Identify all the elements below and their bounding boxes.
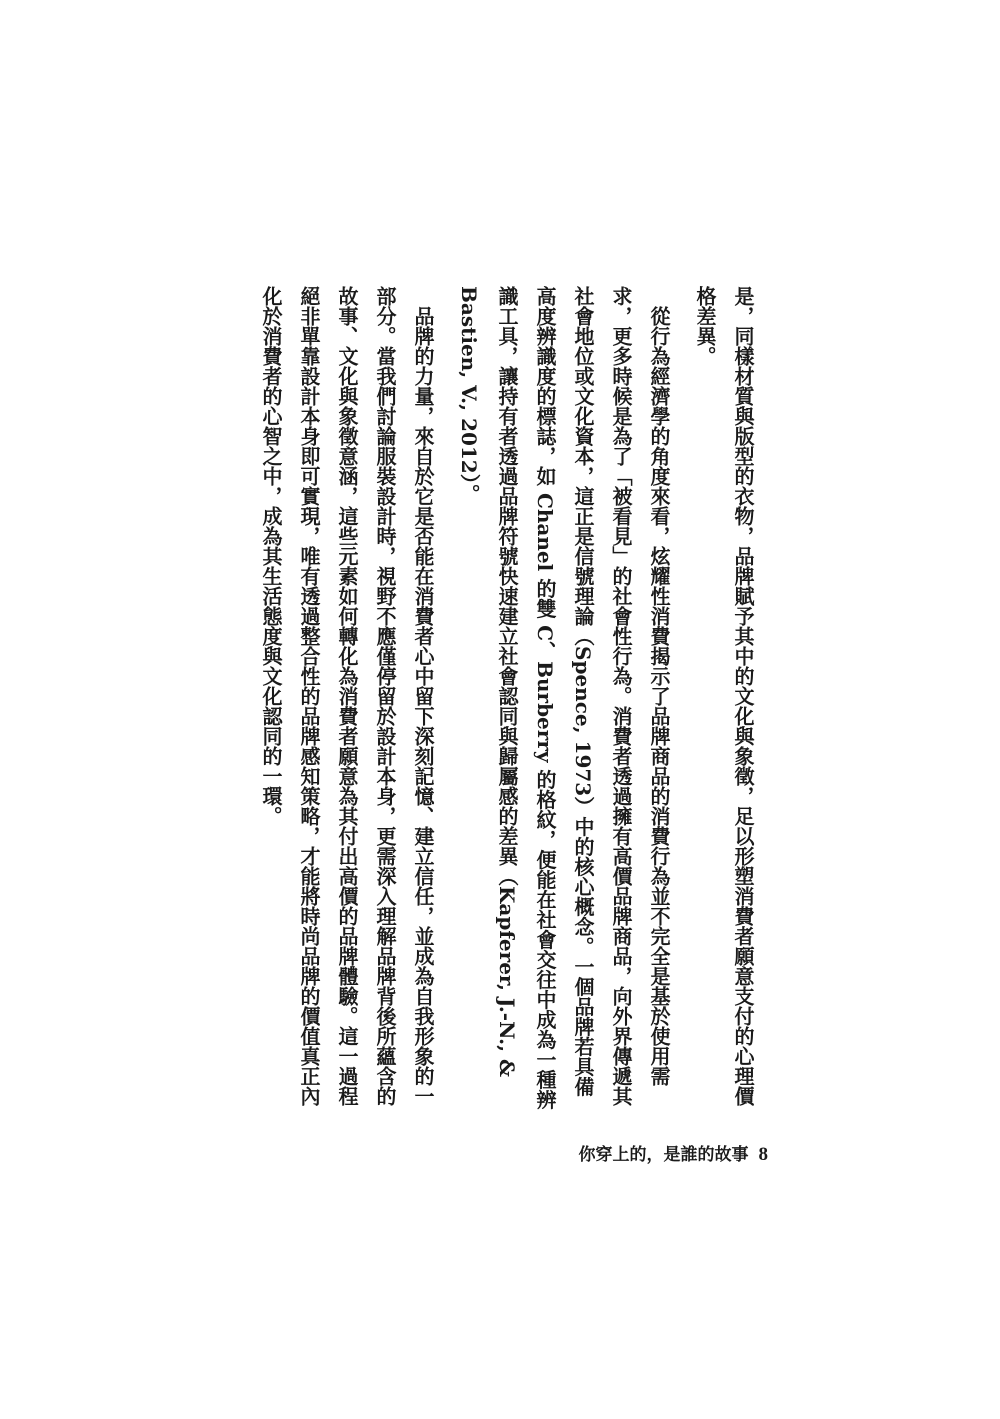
running-title: 你穿上的，是誰的故事 [578,1145,749,1165]
paragraph-continuation: 是，同樣材質與版型的衣物，品牌賦予其中的文化與象徵，足以形塑消費者願意支付的心理價格差異。 [693,286,755,1106]
page-number: 8 [758,1144,768,1165]
paragraph-conspicuous-consumption: 從行為經濟學的角度來看，炫耀性消費揭示了品牌商品的消費行為並不完全是基於使用需求，更多時候是為了「被看見」的社會性行為。消費者透過擁有高價品牌商品，向外界傳遞其社會地位或文化資本，這正是信號理論（Spence, 1973）中的核心概念。一個品牌若具備高度辨識度的標誌，如 Chanel 的雙 C、Burberry 的格紋，便能在社會交往中成為一種辨識工具，讓持有者透過品牌符號快速建立社會認同與歸屬感的差異（Kapferer, J.-N., & Bastien, V., 2012）。 [457,286,671,1110]
running-footer [579,1140,769,1166]
body-text [252,286,762,1116]
paragraph-brand-power: 品牌的力量，來自於它是否能在消費者心中留下深刻記憶、建立信任，並成為自我形象的一部分。當我們討論服裝設計時，視野不應僅停留於設計本身，更需深入理解品牌背後所蘊含的故事、文化與象徵意涵，這些元素如何轉化為消費者願意為其付出高價的品牌體驗。這一過程絕非單靠設計本身即可實現，唯有透過整合性的品牌感知策略，才能將時尚品牌的價值真正內化於消費者的心智之中，成為其生活態度與文化認同的一環。 [259,286,435,1106]
